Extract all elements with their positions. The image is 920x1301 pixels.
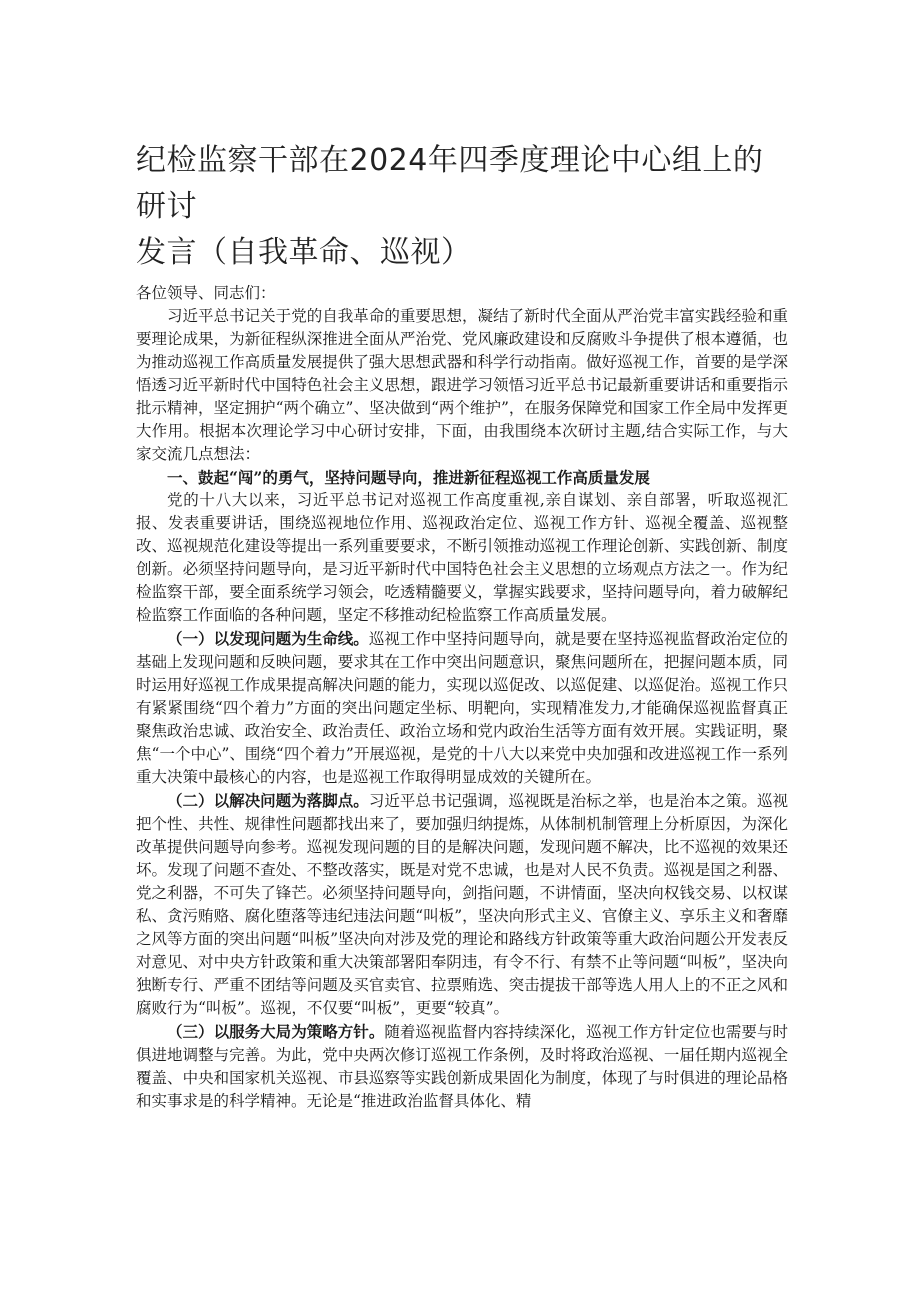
section-1-paragraph: 党的十八大以来，习近平总书记对巡视工作高度重视,亲自谋划、亲自部署，听取巡视汇报、发表重要讲话，围绕巡视地位作用、巡视政治定位、巡视工作方针、巡视全覆盖、巡视整改、巡视规范化建设等提出一系列重要要求，不断引领推动巡视工作理论创新、实践创新、制度创新。必须坚持问题导向，是习近平新时代中国特色社会主义思想的立场观点方法之一。作为纪检监察干部，要全面系统学习领会，吃透精髓要义，掌握实践要求，坚持问题导向，着力破解纪检监察工作面临的各种问题，坚定不移推动纪检监察工作高质量发展。	[136, 491, 788, 624]
subsection-2-text: 习近平总书记强调，巡视既是治标之举，也是治本之策。巡视把个性、共性、规律性问题都找出来了，要加强归纳提炼，从体制机制管理上分析原因，为深化改革提供问题导向参考。巡视发现问题的目的是解决问题，发现问题不解决，比不巡视的效果还坏。发现了问题不查处、不整改落实，既是对党不忠诚，也是对人民不负责。巡视是国之利器、党之利器，不可失了锋芒。必须坚持问题导向，剑指问题，不讲情面，坚决向权钱交易、以权谋私、贪污贿赂、腐化堕落等违纪违法问题“叫板”，坚决向形式主义、官僚主义、享乐主义和奢靡之风等方面的突出问题“叫板”坚决向对涉及党的理论和路线方针政策等重大政治问题公开发表反对意见、对中央方针政策和重大决策部署阳奉阴违，有令不行、有禁不止等问题“叫板”，坚决向独断专行、严重不团结等问题及买官卖官、拉票贿选、突击提拔干部等选人用人上的不正之风和腐败行为“叫板”。巡视，不仅要“叫板”，更要“较真”。	[136, 792, 788, 1017]
section-1-heading: 一、鼓起“闯”的勇气，坚持问题导向，推进新征程巡视工作高质量发展	[167, 468, 650, 487]
subsection-1-heading: （一）以发现问题为生命线。	[167, 629, 369, 648]
subsection-3-paragraph	[136, 1020, 788, 1113]
title-line-1: 纪检监察干部在2024年四季度理论中心组上的研讨	[136, 143, 764, 224]
subsection-2-heading: （二）以解决问题为落脚点。	[167, 791, 369, 810]
subsection-3-heading: （三）以服务大局为策略方针。	[167, 1022, 385, 1041]
subsection-1-text: 巡视工作中坚持问题导向，就是要在坚持巡视监督政治定位的基础上发现问题和反映问题，要求其在工作中突出问题意识，聚焦问题所在，把握问题本质，同时运用好巡视工作成果提高解决问题的能力，实现以巡促改、以巡促建、以巡促治。巡视工作只有紧紧围绕“四个着力”方面的突出问题定坐标、明靶向，实现精准发力,才能确保巡视监督真正聚焦政治忠诚、政治安全、政治责任、政治立场和党内政治生活等方面有效开展。实践证明，聚焦“一个中心”、围绕“四个着力”开展巡视，是党的十八大以来党中央加强和改进巡视工作一系列重大决策中最核心的内容，也是巡视工作取得明显成效的关键所在。	[136, 630, 788, 786]
intro-paragraph: 习近平总书记关于党的自我革命的重要思想，凝结了新时代全面从严治党丰富实践经验和重要理论成果，为新征程纵深推进全面从严治党、党风廉政建设和反腐败斗争提供了根本遵循，也为推动巡视工作高质量发展提供了强大思想武器和科学行动指南。做好巡视工作，首要的是学深悟透习近平新时代中国特色社会主义思想，跟进学习领悟习近平总书记最新重要讲话和重要指示批示精神，坚定拥护“两个确立”、坚决做到“两个维护”，在服务保障党和国家工作全局中发挥更大作用。根据本次理论学习中心研讨安排，下面，由我围绕本次研讨主题,结合实际工作，与大家交流几点想法：	[136, 307, 788, 463]
subsection-1-paragraph	[136, 627, 788, 789]
subsection-2-paragraph	[136, 789, 788, 1020]
document-page	[136, 138, 788, 1113]
title-line-2: 发言（自我革命、巡视）	[136, 235, 472, 270]
subsection-3-text: 随着巡视监督内容持续深化，巡视工作方针定位也需要与时俱进地调整与完善。为此，党中央两次修订巡视工作条例，及时将政治巡视、一届任期内巡视全覆盖、中央和国家机关巡视、市县巡察等实践创新成果固化为制度，体现了与时俱进的理论品格和实事求是的科学精神。无论是“推进政治监督具体化、精	[136, 1023, 788, 1110]
salutation: 各位领导、同志们：	[136, 284, 276, 302]
document-title	[136, 138, 788, 276]
